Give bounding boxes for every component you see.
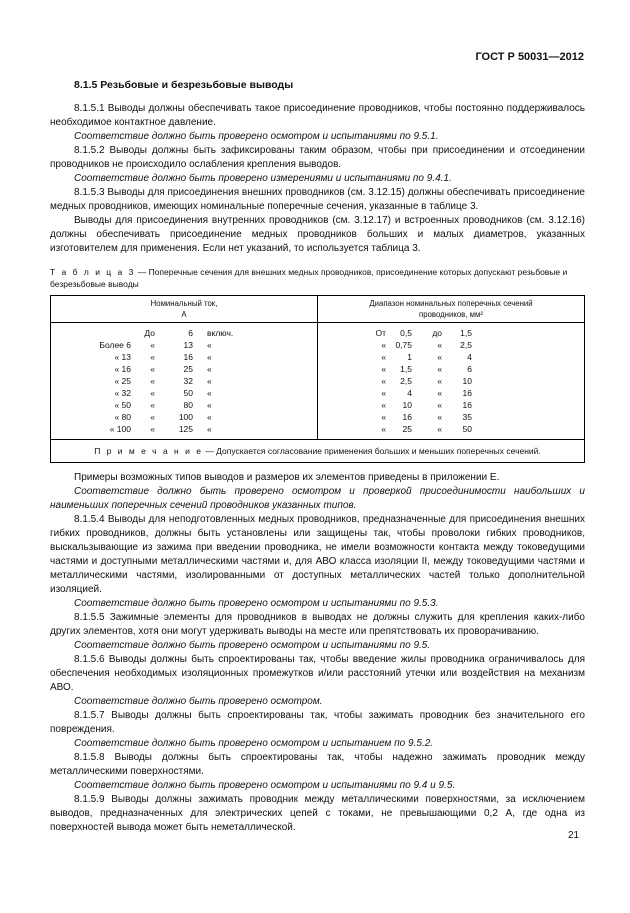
note-text: — Допускается согласование применения больших и меньших поперечных сечений. bbox=[202, 446, 541, 456]
table-row bbox=[51, 363, 317, 375]
head-current-unit: А bbox=[181, 310, 187, 319]
table-row bbox=[318, 411, 584, 423]
note-label: П р и м е ч а н и е bbox=[94, 446, 203, 456]
table-note bbox=[51, 440, 585, 463]
table-row bbox=[318, 339, 584, 351]
table-row bbox=[318, 351, 584, 363]
table-body-row bbox=[51, 323, 585, 440]
table-cell: « bbox=[381, 388, 386, 398]
paragraph: Примеры возможных типов выводов и размеров их элементов приведены в приложении Е. bbox=[74, 472, 500, 483]
table-row bbox=[318, 327, 584, 339]
table-cell: 25 bbox=[402, 424, 412, 434]
table-cell: « bbox=[381, 412, 386, 422]
table-row bbox=[51, 327, 317, 339]
table-cell: « bbox=[150, 400, 155, 410]
table-cell: « bbox=[207, 400, 212, 410]
table-cell: « bbox=[150, 412, 155, 422]
table-cell: до bbox=[432, 328, 442, 338]
table-cell: « bbox=[207, 340, 212, 350]
table-cell: « bbox=[207, 388, 212, 398]
table-cell: 10 bbox=[462, 376, 472, 386]
table-cell: включ. bbox=[207, 328, 234, 338]
paragraph: 8.1.5.6 Выводы должны быть спроектированы так, чтобы введение жилы проводника ограничивалось для обеспечения необходимых изоляционных промежутков и/или расстояний утечки или воздействия на механизм АВО. bbox=[50, 654, 585, 693]
table-cell: 2,5 bbox=[460, 340, 472, 350]
conformity-note: Соответствие должно быть проверено осмотром и испытаниями по 9.5.3. bbox=[74, 598, 439, 609]
table-cell: 1,5 bbox=[460, 328, 472, 338]
table-cell: « bbox=[207, 412, 212, 422]
table-cell: « bbox=[381, 352, 386, 362]
conformity-note: Соответствие должно быть проверено осмотром и испытаниями по 9.4 и 9.5. bbox=[74, 780, 456, 791]
table-3 bbox=[50, 295, 585, 463]
paragraph: 8.1.5.2 Выводы должны быть зафиксированы таким образом, чтобы при присоединении и отсоединении проводников не происходило ослабления крепления выводов. bbox=[50, 145, 585, 170]
table-cell: « bbox=[150, 340, 155, 350]
table-cell: « bbox=[381, 376, 386, 386]
paragraph: Выводы для присоединения внутренних проводников (см. 3.12.17) и встроенных проводников (см. 3.12.16) должны обеспечивать присоединение медных проводников больших и малых диаметров, указанных изготовителем для применения. Если нет указаний, то используется таблица 3. bbox=[50, 215, 585, 254]
table-cell: « bbox=[207, 424, 212, 434]
table-cell: « bbox=[150, 388, 155, 398]
table-row bbox=[51, 423, 317, 435]
table-cell: 50 bbox=[183, 388, 193, 398]
table-cell: 1,5 bbox=[400, 364, 412, 374]
conformity-note: Соответствие должно быть проверено осмотром и испытаниями по 9.5.1. bbox=[74, 131, 439, 142]
head-current-label: Номинальный ток, bbox=[150, 299, 218, 308]
table-row bbox=[51, 339, 317, 351]
paragraph: 8.1.5.8 Выводы должны быть спроектированы так, чтобы надежно зажимать проводник между металлическими поверхностями. bbox=[50, 752, 585, 777]
table-cell: « bbox=[437, 340, 442, 350]
paragraph: 8.1.5.1 Выводы должны обеспечивать такое присоединение проводников, чтобы постоянно поддерживалось необходимое контактное давление. bbox=[50, 103, 585, 128]
table-cell: 10 bbox=[402, 400, 412, 410]
table-cell: 4 bbox=[467, 352, 472, 362]
table-cell: 13 bbox=[183, 340, 193, 350]
section-column bbox=[318, 323, 585, 440]
conformity-note: Соответствие должно быть проверено осмотром и проверкой присоединимости наибольших и наименьших поперечных сечений проводников указанных типов. bbox=[50, 486, 585, 511]
table-cell: От bbox=[375, 328, 386, 338]
page-number: 21 bbox=[568, 830, 580, 841]
content bbox=[50, 78, 585, 835]
head-section-label: Диапазон номинальных поперечных сечений bbox=[369, 299, 533, 308]
table-cell: « bbox=[381, 424, 386, 434]
paragraph: 8.1.5.3 Выводы для присоединения внешних проводников (см. 3.12.15) должны обеспечивать присоединение медных проводников, имеющих номинальные поперечные сечения, указанные в таблице 3. bbox=[50, 187, 585, 212]
table-cell: « bbox=[437, 412, 442, 422]
table-cell: « bbox=[150, 364, 155, 374]
table-cell: « bbox=[207, 376, 212, 386]
table-cell: 16 bbox=[183, 352, 193, 362]
table-cell: « bbox=[437, 376, 442, 386]
table-cell: « bbox=[437, 352, 442, 362]
table-row bbox=[318, 387, 584, 399]
table-caption-label: Т а б л и ц а 3 bbox=[50, 267, 136, 277]
table-row bbox=[51, 411, 317, 423]
table-cell: « bbox=[150, 376, 155, 386]
paragraphs-bottom bbox=[50, 471, 585, 835]
table-cell: « bbox=[150, 352, 155, 362]
table-caption bbox=[50, 266, 585, 290]
table-cell: 35 bbox=[462, 412, 472, 422]
table-cell: « 16 bbox=[114, 364, 131, 374]
table-cell: « 13 bbox=[114, 352, 131, 362]
paragraphs-top bbox=[50, 102, 585, 256]
table-cell: « bbox=[437, 400, 442, 410]
section-title: 8.1.5 Резьбовые и безрезьбовые выводы bbox=[74, 79, 294, 91]
table-cell: 32 bbox=[183, 376, 193, 386]
table-head-cross-section bbox=[318, 296, 585, 323]
conformity-note: Соответствие должно быть проверено осмотром и испытанием по 9.5.2. bbox=[74, 738, 434, 749]
conformity-note: Соответствие должно быть проверено осмотром. bbox=[74, 696, 323, 707]
table-row bbox=[318, 423, 584, 435]
table-cell: 80 bbox=[183, 400, 193, 410]
table-row bbox=[51, 351, 317, 363]
table-row bbox=[51, 387, 317, 399]
table-cell: 1 bbox=[407, 352, 412, 362]
table-cell: 16 bbox=[462, 388, 472, 398]
table-head-current bbox=[51, 296, 318, 323]
table-cell: « 25 bbox=[114, 376, 131, 386]
table-cell: « bbox=[437, 424, 442, 434]
table-cell: До bbox=[144, 328, 155, 338]
table-cell: 6 bbox=[188, 328, 193, 338]
table-caption-text: — Поперечные сечения для внешних медных проводников, присоединение которых допускают резьбовые и безрезьбовые выводы bbox=[50, 267, 568, 289]
table-cell: 25 bbox=[183, 364, 193, 374]
conformity-note: Соответствие должно быть проверено осмотром и испытаниями по 9.5. bbox=[74, 640, 431, 651]
table-row bbox=[318, 399, 584, 411]
paragraph: 8.1.5.5 Зажимные элементы для проводников в выводах не должны служить для крепления каких-либо других элементов, хотя они могут удерживать выводы на месте или препятствовать их проворачиванию. bbox=[50, 612, 585, 637]
table-row bbox=[51, 375, 317, 387]
table-cell: 125 bbox=[178, 424, 193, 434]
table-cell: 100 bbox=[178, 412, 193, 422]
document-header: ГОСТ Р 50031—2012 bbox=[475, 51, 584, 63]
table-cell: « bbox=[207, 352, 212, 362]
table-cell: « 100 bbox=[109, 424, 131, 434]
table-cell: « bbox=[150, 424, 155, 434]
table-cell: 6 bbox=[467, 364, 472, 374]
table-note-row bbox=[51, 440, 585, 463]
paragraph: 8.1.5.4 Выводы для неподготовленных медных проводников, предназначенные для присоединения внешних гибких проводников, должны быть установлены или защищены так, чтобы проволоки гибких проводников, выскальзывающие из зажима при введении проводника, не имели возможности контакта между токоведущими частями и доступными металлическими частями и, для АВО класса изоляции II, между токоведущими частями и металлическими частями, изолированными от доступных металлических частей только дополнительной изоляцией. bbox=[50, 514, 585, 595]
table-cell: Более 6 bbox=[99, 340, 131, 350]
table-cell: « 80 bbox=[114, 412, 131, 422]
table-cell: « bbox=[381, 364, 386, 374]
table-cell: 2,5 bbox=[400, 376, 412, 386]
table-row bbox=[318, 363, 584, 375]
table-cell: 16 bbox=[462, 400, 472, 410]
conformity-note: Соответствие должно быть проверено измерениями и испытаниями по 9.4.1. bbox=[74, 173, 452, 184]
table-row bbox=[318, 375, 584, 387]
table-cell: 4 bbox=[407, 388, 412, 398]
table-cell: « bbox=[437, 364, 442, 374]
current-column bbox=[51, 323, 318, 440]
table-cell: « bbox=[437, 388, 442, 398]
table-cell: « bbox=[207, 364, 212, 374]
table-cell bbox=[79, 327, 131, 339]
table-cell: 0,5 bbox=[400, 328, 412, 338]
head-section-unit: проводников, мм² bbox=[419, 310, 483, 319]
table-cell: 0,75 bbox=[395, 340, 412, 350]
paragraph: 8.1.5.9 Выводы должны зажимать проводник между металлическими поверхностями, за исключением выводов, предназначенных для электрических цепей с токами, не превышающими 0,2 А, где одна из поверхностей вывода может быть неметаллической. bbox=[50, 794, 585, 833]
table-cell: 50 bbox=[462, 424, 472, 434]
table-cell: 16 bbox=[402, 412, 412, 422]
table-cell: « 32 bbox=[114, 388, 131, 398]
table-head-row bbox=[51, 296, 585, 323]
paragraph: 8.1.5.7 Выводы должны быть спроектированы так, чтобы зажимать проводник без значительного его повреждения. bbox=[50, 710, 585, 735]
table-cell: « 50 bbox=[114, 400, 131, 410]
table-cell: « bbox=[381, 400, 386, 410]
table-row bbox=[51, 399, 317, 411]
table-cell: « bbox=[381, 340, 386, 350]
